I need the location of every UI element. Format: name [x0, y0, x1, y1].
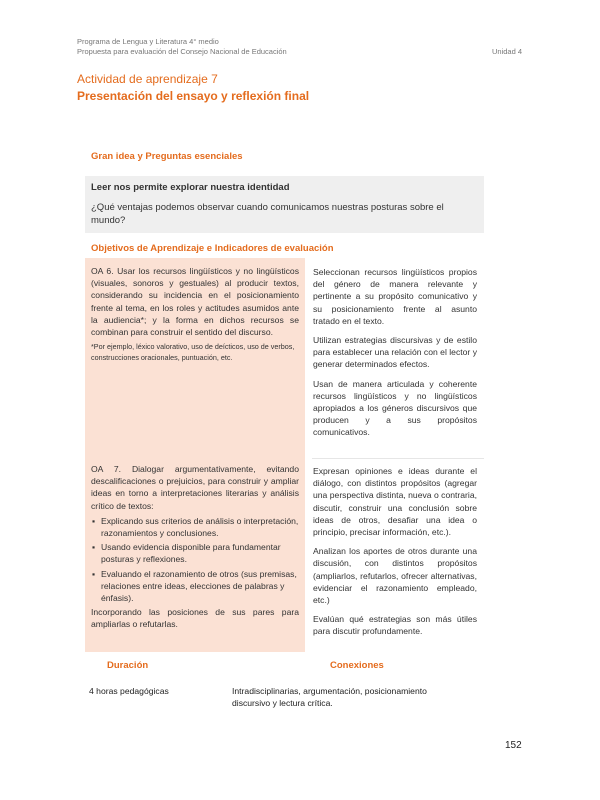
header-unit: Unidad 4 [492, 47, 523, 56]
oa6-text: OA 6. Usar los recursos lingüísticos y no lingüísticos (visuales, sonoros y gestuales) al producir textos, considerando su incidencia en el posicionamiento frente al tema, en los roles y actitudes asumidos ante la audiencia*; y la forma en dichos recursos se combinan para construir el sentido del discurso. [91, 266, 299, 338]
oa6-block [91, 265, 299, 363]
oa7-outro: Incorporando las posiciones de sus pares para ampliarlas o refutarlas. [91, 607, 299, 630]
activity-title: Presentación del ensayo y reflexión final [77, 89, 310, 103]
oa7-bullet-3: ▪ Evaluando el razonamiento de otros (sus premisas, relaciones entre ideas, elecciones de palabras y énfasis). [101, 568, 299, 605]
duration-title: Duración [107, 660, 149, 671]
oa7-indicator-3: Evalúan qué estrategias son más útiles para discutir profundamente. [313, 614, 477, 637]
objectives-section-title: Objetivos de Aprendizaje e Indicadores de evaluación [91, 243, 334, 254]
oa6-indicators [313, 266, 477, 439]
big-idea-box [85, 176, 484, 233]
big-idea-section-title: Gran idea y Preguntas esenciales [91, 151, 243, 162]
oa6-indicator-2: Utilizan estrategias discursivas y de estilo para establecer una relación con el lector y generar determinados efectos. [313, 335, 477, 370]
oa7-indicator-2: Analizan los aportes de otros durante una discusión, con distintos propósitos (ampliarlos, refutarlos, ofrecer alternativas, evidenciar el razonamiento empleado, etc.) [313, 546, 477, 606]
indicator-divider [312, 458, 484, 459]
header-proposal: Propuesta para evaluación del Consejo Nacional de Educación [77, 47, 287, 56]
oa6-indicator-1: Seleccionan recursos lingüísticos propios del género de manera relevante y pertinente a su propósito comunicativo y su posicionamiento frente al asunto tratado en el texto. [313, 267, 477, 326]
oa6-indicator-3: Usan de manera articulada y coherente recursos lingüísticos y no lingüísticos apropiados a los géneros discursivos que producen y a sus propósitos comunicativos. [313, 378, 477, 438]
connections-title: Conexiones [330, 660, 384, 671]
essential-question: ¿Qué ventajas podemos observar cuando comunicamos nuestras posturas sobre el mundo? [91, 202, 444, 226]
oa7-intro: OA 7. Dialogar argumentativamente, evitando descalificaciones o prejuicios, para construir y ampliar ideas en torno a interpretaciones literarias y análisis crítico de textos: [91, 464, 299, 511]
oa7-block [91, 463, 299, 631]
oa7-bullet-1: ▪ Explicando sus criterios de análisis o interpretación, razonamientos y conclusiones. [101, 515, 299, 539]
oa7-indicator-1: Expresan opiniones e ideas durante el diálogo, con distintos propósitos (agregar una perspectiva distinta, nueva o contraria, discutir, construir una conclusión sobre ideas de otros, desafiar una idea o principio, precisar información, etc.). [313, 466, 477, 538]
oa7-bullet-2: ▪ Usando evidencia disponible para fundamentar posturas y reflexiones. [101, 541, 299, 565]
connections-value: Intradisciplinarias, argumentación, posicionamiento discursivo y lectura crítica. [232, 686, 427, 709]
oa7-indicators [313, 465, 477, 638]
page-number: 152 [505, 740, 522, 751]
header-program: Programa de Lengua y Literatura 4° medio [77, 37, 219, 46]
oa7-bullets [91, 515, 299, 604]
duration-value: 4 horas pedagógicas [89, 686, 169, 696]
oa6-note: *Por ejemplo, léxico valorativo, uso de deícticos, uso de verbos, construcciones oracionales, puntuación, etc. [91, 342, 295, 362]
activity-label: Actividad de aprendizaje 7 [77, 72, 218, 86]
big-idea-heading: Leer nos permite explorar nuestra identidad [91, 182, 290, 193]
